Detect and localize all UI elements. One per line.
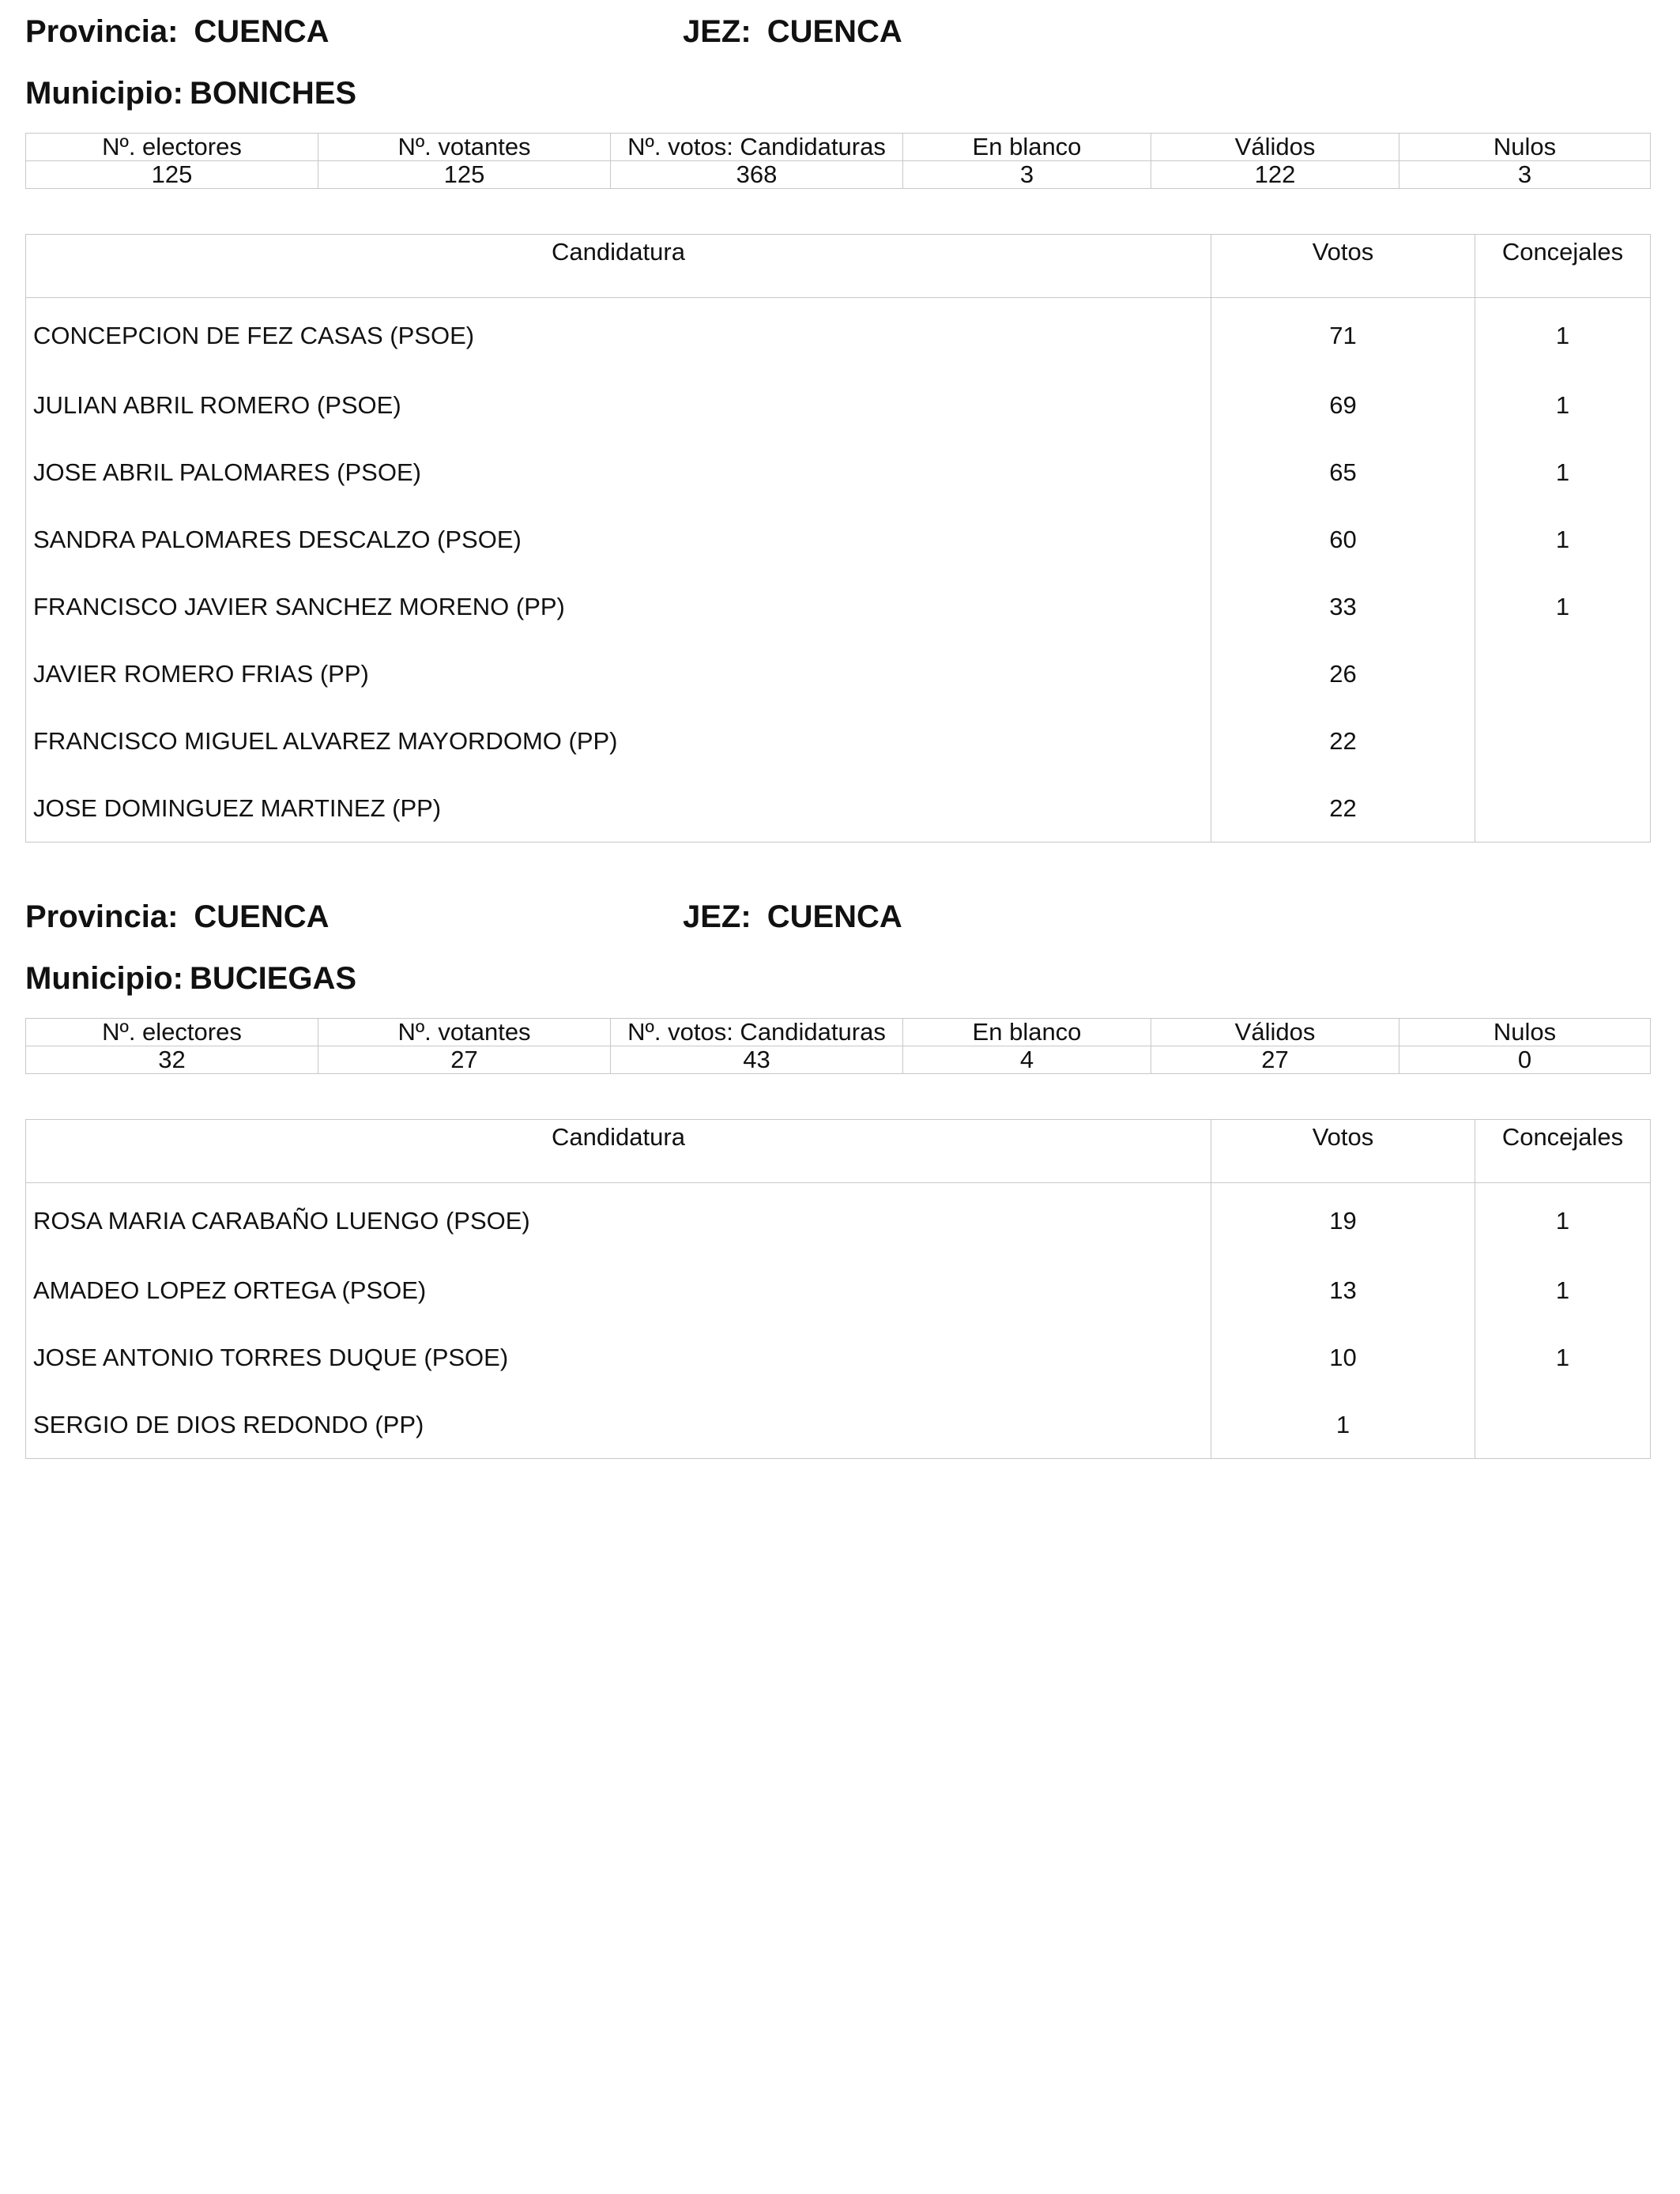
jez-value: CUENCA (767, 899, 902, 934)
summary-value-cell: 4 (903, 1046, 1151, 1074)
summary-header-cell: Válidos (1151, 134, 1399, 161)
candidates-table (25, 234, 1651, 843)
table-row (26, 640, 1651, 707)
candidate-concejales: 1 (1555, 592, 1570, 620)
candidate-concejales: 1 (1555, 390, 1570, 419)
summary-header-cell: Nulos (1399, 1019, 1651, 1046)
summary-value-cell: 3 (1399, 161, 1651, 189)
candidate-votos: 71 (1211, 298, 1475, 372)
summary-value-cell: 27 (318, 1046, 611, 1074)
provincia-label: Provincia: (25, 14, 179, 49)
municipio-block (25, 885, 1650, 1438)
summary-header-cell: Nº. votos: Candidaturas (611, 1019, 903, 1046)
candidate-name: JOSE DOMINGUEZ MARTINEZ (PP) (26, 775, 1211, 843)
table-row (26, 1391, 1651, 1459)
candidate-votos: 26 (1211, 640, 1475, 707)
provincia (25, 899, 330, 935)
candidates-header-cell: Candidatura (26, 235, 1211, 298)
municipio-label: Municipio: (25, 76, 183, 111)
municipio-title (25, 76, 356, 111)
summary-header-cell: Nº. electores (26, 1019, 318, 1046)
municipio-title (25, 961, 356, 997)
summary-value-cell: 3 (903, 161, 1151, 189)
candidate-name: CONCEPCION DE FEZ CASAS (PSOE) (26, 298, 1211, 372)
jez (683, 899, 902, 935)
candidate-concejales (1475, 1391, 1651, 1459)
summary-value-cell: 122 (1151, 161, 1399, 189)
candidates-header-cell: Candidatura (26, 1120, 1211, 1183)
candidate-name: JULIAN ABRIL ROMERO (PSOE) (26, 371, 1211, 439)
summary-value-cell: 32 (26, 1046, 318, 1074)
candidates-header-cell: Votos (1211, 1120, 1475, 1183)
summary-header-row (26, 134, 1651, 161)
jez-label: JEZ: (683, 899, 751, 934)
provincia-value: CUENCA (194, 14, 330, 49)
candidate-votos: 1 (1211, 1391, 1475, 1459)
candidate-name: FRANCISCO MIGUEL ALVAREZ MAYORDOMO (PP) (26, 707, 1211, 775)
table-row (26, 506, 1651, 573)
summary-header-cell: Nº. votos: Candidaturas (611, 134, 903, 161)
provincia (25, 14, 330, 50)
candidate-name: FRANCISCO JAVIER SANCHEZ MORENO (PP) (26, 573, 1211, 640)
candidate-name: ROSA MARIA CARABAÑO LUENGO (PSOE) (26, 1183, 1211, 1257)
candidate-votos: 22 (1211, 707, 1475, 775)
summary-header-row (26, 1019, 1651, 1046)
candidate-votos: 33 (1211, 573, 1475, 640)
candidate-name: SERGIO DE DIOS REDONDO (PP) (26, 1391, 1211, 1459)
candidate-name: JOSE ABRIL PALOMARES (PSOE) (26, 439, 1211, 506)
candidate-concejales: 1 (1555, 525, 1570, 553)
candidates-header-row (26, 235, 1651, 298)
summary-header-cell: Válidos (1151, 1019, 1399, 1046)
candidate-votos: 19 (1211, 1183, 1475, 1257)
candidate-concejales (1475, 640, 1651, 707)
candidate-votos: 65 (1211, 439, 1475, 506)
summary-header-cell: Nulos (1399, 134, 1651, 161)
jez-value: CUENCA (767, 14, 902, 49)
candidate-name: SANDRA PALOMARES DESCALZO (PSOE) (26, 506, 1211, 573)
summary-value-cell: 368 (611, 161, 903, 189)
summary-header-cell: Nº. electores (26, 134, 318, 161)
candidate-votos: 13 (1211, 1257, 1475, 1324)
table-row (26, 1257, 1651, 1324)
table-row (26, 573, 1651, 640)
candidate-concejales: 1 (1555, 322, 1570, 349)
candidate-name: JAVIER ROMERO FRIAS (PP) (26, 640, 1211, 707)
table-row (26, 371, 1651, 439)
table-row (26, 298, 1651, 372)
provincia-label: Provincia: (25, 899, 179, 934)
jez (683, 14, 902, 50)
candidate-name: JOSE ANTONIO TORRES DUQUE (PSOE) (26, 1324, 1211, 1391)
candidate-votos: 69 (1211, 371, 1475, 439)
provincia-value: CUENCA (194, 899, 330, 934)
candidate-concejales (1475, 707, 1651, 775)
jez-label: JEZ: (683, 14, 751, 49)
summary-header-cell: Nº. votantes (318, 134, 611, 161)
candidate-concejales: 1 (1555, 1207, 1570, 1235)
summary-header-cell: Nº. votantes (318, 1019, 611, 1046)
summary-value-cell: 27 (1151, 1046, 1399, 1074)
candidates-header-row (26, 1120, 1651, 1183)
table-row (26, 439, 1651, 506)
summary-header-cell: En blanco (903, 134, 1151, 161)
candidate-concejales (1475, 775, 1651, 843)
municipio-value: BUCIEGAS (189, 961, 357, 996)
candidate-concejales: 1 (1555, 1276, 1570, 1304)
summary-value-row (26, 1046, 1651, 1074)
candidates-header-cell: Concejales (1475, 1120, 1651, 1183)
candidate-name: AMADEO LOPEZ ORTEGA (PSOE) (26, 1257, 1211, 1324)
candidate-votos: 22 (1211, 775, 1475, 843)
summary-value-cell: 125 (318, 161, 611, 189)
summary-value-cell: 43 (611, 1046, 903, 1074)
table-row (26, 1324, 1651, 1391)
summary-value-cell: 125 (26, 161, 318, 189)
candidates-table (25, 1119, 1651, 1459)
summary-table (25, 133, 1651, 189)
municipio-label: Municipio: (25, 961, 183, 996)
summary-value-cell: 0 (1399, 1046, 1651, 1074)
header-line (25, 885, 1650, 933)
table-row (26, 775, 1651, 843)
summary-value-row (26, 161, 1651, 189)
candidate-votos: 60 (1211, 506, 1475, 573)
candidates-header-cell: Concejales (1475, 235, 1651, 298)
candidates-header-cell: Votos (1211, 235, 1475, 298)
table-row (26, 1183, 1651, 1257)
header-line (25, 0, 1650, 47)
municipio-value: BONICHES (189, 76, 357, 111)
table-row (26, 707, 1651, 775)
summary-header-cell: En blanco (903, 1019, 1151, 1046)
candidate-concejales: 1 (1555, 1343, 1570, 1371)
summary-table (25, 1018, 1651, 1074)
candidate-votos: 10 (1211, 1324, 1475, 1391)
candidate-concejales: 1 (1555, 458, 1570, 486)
municipio-block (25, 0, 1650, 822)
